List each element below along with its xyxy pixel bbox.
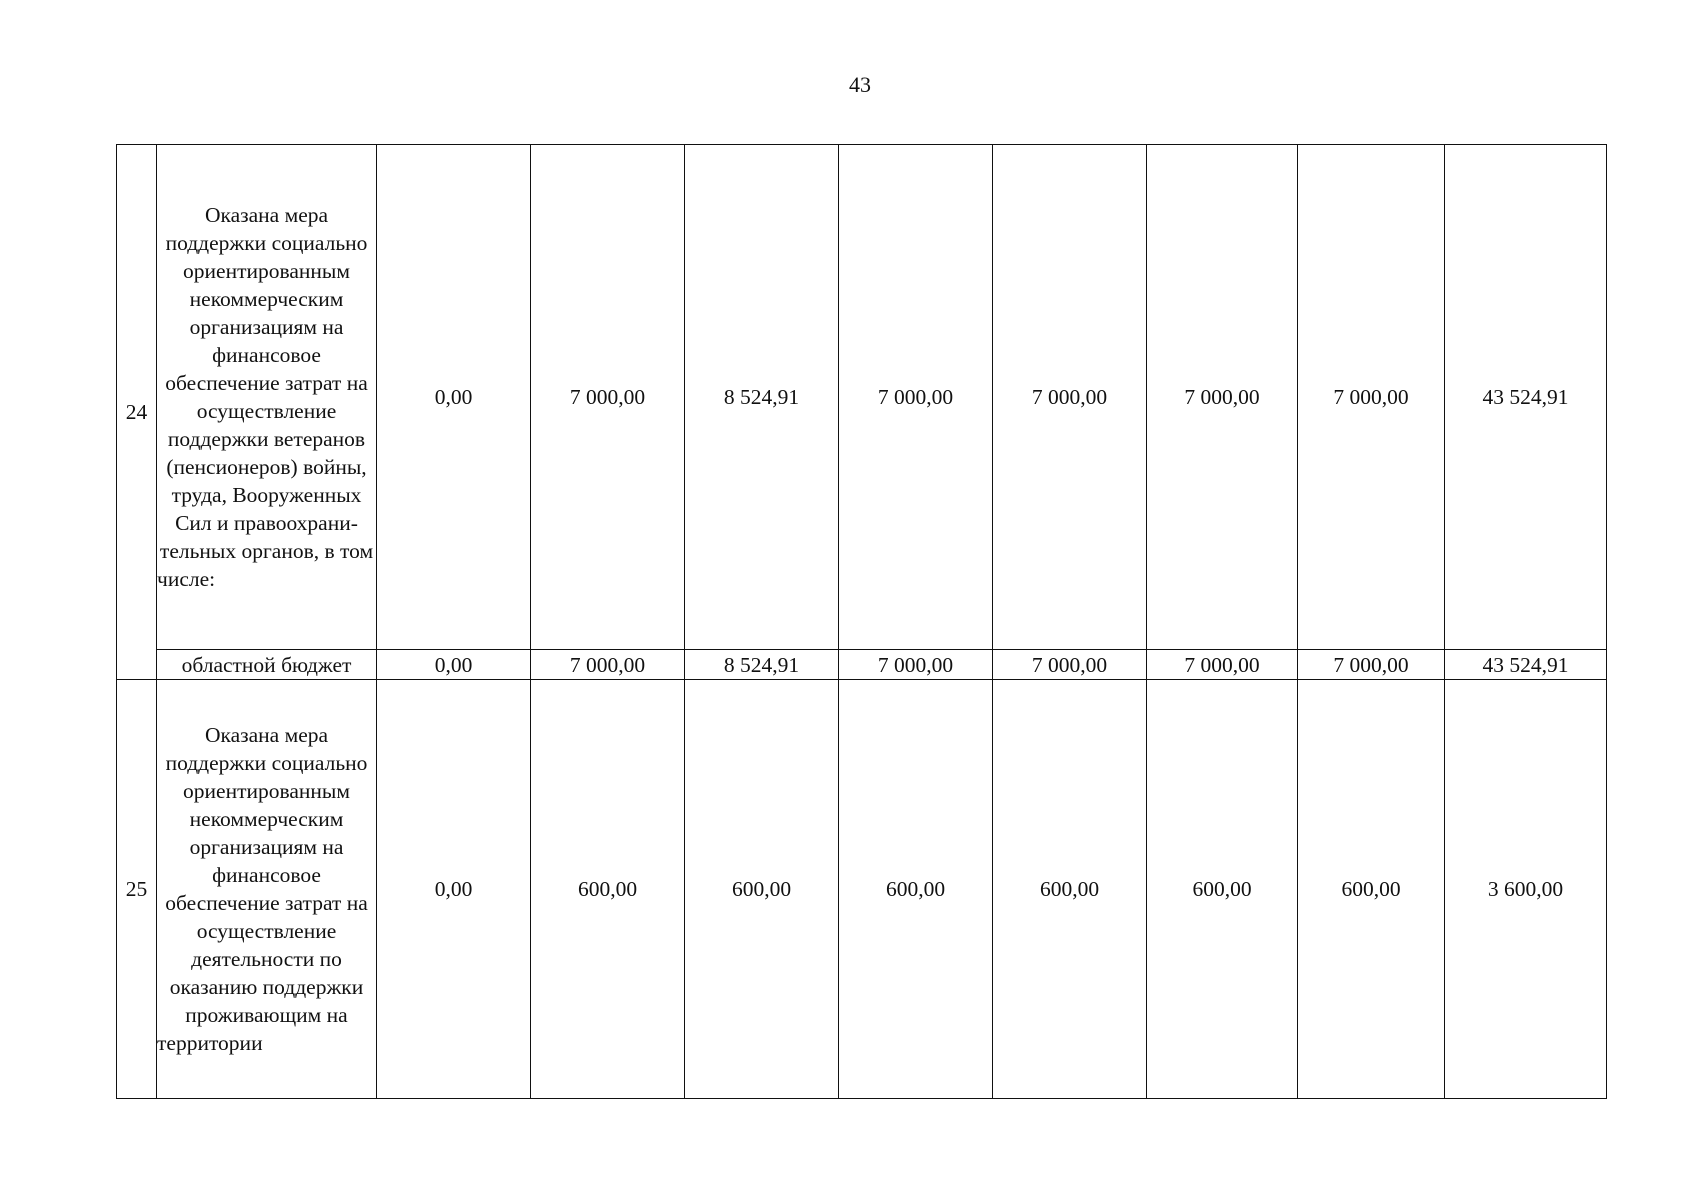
value-cell: 600,00	[839, 680, 993, 1099]
value-cell: 7 000,00	[839, 650, 993, 680]
value-cell: 600,00	[685, 680, 839, 1099]
table-row	[117, 145, 1607, 650]
value-cell: 7 000,00	[1147, 145, 1298, 650]
value-cell: 7 000,00	[1298, 650, 1445, 680]
value-cell: 7 000,00	[531, 145, 685, 650]
row-number: 24	[117, 145, 157, 680]
row-number: 25	[117, 680, 157, 1099]
total-cell: 43 524,91	[1445, 650, 1607, 680]
value-cell: 8 524,91	[685, 650, 839, 680]
value-cell: 7 000,00	[993, 650, 1147, 680]
value-cell: 600,00	[993, 680, 1147, 1099]
value-cell: 0,00	[377, 650, 531, 680]
value-cell: 7 000,00	[1298, 145, 1445, 650]
value-cell: 0,00	[377, 145, 531, 650]
value-cell: 7 000,00	[839, 145, 993, 650]
table-row	[117, 680, 1607, 1099]
value-cell: 7 000,00	[1147, 650, 1298, 680]
row-description: Оказана мера поддержки социально ориентированным некоммерческим организациям на финансовое обеспечение затрат на осуществление деятельности по оказанию поддержки проживающим на территории	[157, 680, 377, 1099]
value-cell: 7 000,00	[531, 650, 685, 680]
sub-row-label: областной бюджет	[157, 650, 377, 680]
budget-table	[116, 144, 1607, 1099]
table-row	[117, 650, 1607, 680]
total-cell: 3 600,00	[1445, 680, 1607, 1099]
value-cell: 0,00	[377, 680, 531, 1099]
total-cell: 43 524,91	[1445, 145, 1607, 650]
row-description: Оказана мера поддержки социально ориентированным некоммерческим организациям на финансовое обеспечение затрат на осуществление поддержки ветеранов (пенсионеров) войны, труда, Вооруженных Сил и правоохрани-тельных органов, в том числе:	[157, 145, 377, 650]
value-cell: 8 524,91	[685, 145, 839, 650]
value-cell: 600,00	[1298, 680, 1445, 1099]
page-number: 43	[849, 72, 871, 97]
value-cell: 7 000,00	[993, 145, 1147, 650]
value-cell: 600,00	[1147, 680, 1298, 1099]
value-cell: 600,00	[531, 680, 685, 1099]
